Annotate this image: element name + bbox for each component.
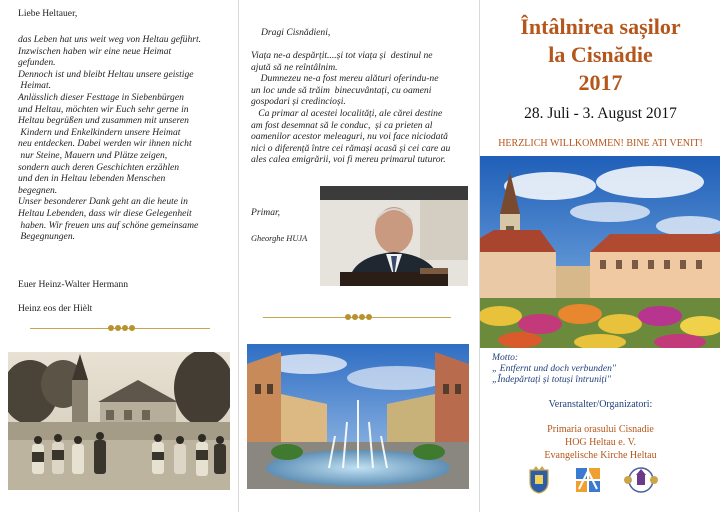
german-letter-line: Dennoch ist und bleibt Heltau unsere geistige bbox=[18, 68, 194, 80]
german-signature: Euer Heinz-Walter Hermann bbox=[18, 279, 129, 290]
historic-heltau-photo bbox=[8, 352, 230, 490]
event-dates: 28. Juli - 3. August 2017 bbox=[524, 105, 677, 122]
romanian-letter-line: ales calea emigrării, voi fi mereu primarul tuturor. bbox=[251, 154, 446, 166]
romanian-letter-line: Dumnezeu ne-a fost mereu alături oferindu-ne bbox=[251, 73, 439, 85]
german-letter-line: Unser besonderer Dank geht an die heute in bbox=[18, 196, 188, 208]
german-letter-line: Begegnungen. bbox=[18, 231, 76, 243]
mayor-portrait bbox=[320, 186, 468, 286]
mayor-portrait-illustration bbox=[320, 186, 468, 286]
romanian-letter-line: Viața ne-a despărțit....și tot viața și destinul ne bbox=[251, 50, 433, 61]
romanian-letter-line: Ca primar al acestei localități, ale cărei destine bbox=[251, 107, 443, 119]
german-letter-line: haben. Wir freuen uns auf schöne gemeinsame bbox=[18, 219, 199, 231]
german-letter-line: und den in Heltau lebenden Menschen bbox=[18, 173, 166, 185]
german-letter-line: Heltau begrüßen und zusammen mit unseren bbox=[18, 115, 189, 127]
mayor-role: Primar, bbox=[251, 207, 281, 218]
romanian-letter-line: ajută să ne reîntâlnim. bbox=[251, 61, 338, 73]
german-letter-line: Heltau Lebenden, dass wir diese Gelegenheit bbox=[18, 207, 192, 219]
german-letter-line: und Heltau, möchten wir Euch sehr gerne in bbox=[18, 103, 189, 115]
welcome-banner: HERZLICH WILLKOMMEN! BINE ATI VENIT! bbox=[498, 138, 703, 149]
cisnadie-church-photo bbox=[480, 156, 720, 348]
romanian-letter-line: am fost desemnat să le conduc, și ca prieten al bbox=[251, 119, 433, 131]
organizer-3: Evangelische Kirche Heltau bbox=[544, 450, 657, 461]
motto-label: Motto: bbox=[492, 352, 519, 363]
organizer-2: HOG Heltau e. V. bbox=[564, 437, 636, 448]
church-seal-icon bbox=[619, 466, 663, 494]
german-letter-line: Anlässlich dieser Festtage in Siebenbürgen bbox=[18, 91, 184, 103]
german-greeting: Liebe Heltauer, bbox=[18, 8, 78, 19]
organizer-1: Primaria orasului Cisnadie bbox=[547, 424, 654, 435]
german-letter-line: sondern auch deren Geschichten erzählen bbox=[18, 161, 180, 173]
romanian-letter-line: oamenilor acestor meleaguri, nu voi face niciodată bbox=[251, 131, 448, 143]
german-letter-line: gefunden. bbox=[18, 57, 56, 69]
german-letter-line: Inzwischen haben wir eine neue Heimat bbox=[18, 45, 172, 57]
german-letter-body bbox=[18, 34, 201, 243]
hog-heltau-logo-icon bbox=[575, 467, 601, 493]
church-photo-illustration bbox=[480, 156, 720, 348]
german-letter-line: nur Steine, Mauern und Plätze zeigen, bbox=[18, 149, 168, 161]
mayor-name: Gheorghe HUJA bbox=[251, 234, 308, 243]
fountain-photo-illustration bbox=[247, 344, 469, 489]
german-letter-line: neu entdecken. Dabei werden wir ihnen nicht bbox=[18, 138, 192, 150]
romanian-letter-panel bbox=[238, 0, 478, 512]
gold-ornament-divider bbox=[263, 314, 451, 320]
event-title-line1: Întâlnirea sașilor bbox=[520, 14, 681, 39]
gold-ornament-divider bbox=[30, 325, 210, 331]
german-letter-line: Kindern und Enkelkindern unsere Heimat bbox=[18, 126, 181, 138]
motto-german: „ Entfernt und doch verbunden" bbox=[492, 363, 616, 374]
romanian-letter-line: nici o diferență între cei rămași acasă și cei care au bbox=[251, 142, 451, 154]
cisnadie-coat-of-arms-icon bbox=[528, 466, 550, 494]
organizers-header: Veranstalter/Organizatori: bbox=[548, 399, 653, 410]
german-letter-line: das Leben hat uns weit weg von Heltau geführt. bbox=[18, 34, 202, 45]
cisnadie-fountain-photo bbox=[247, 344, 469, 489]
romanian-letter-line: gospodari și credincioși. bbox=[251, 96, 346, 108]
event-title-line2: la Cisnădie bbox=[548, 42, 653, 67]
motto-romanian: „Îndepărtați și totuși întruniți" bbox=[492, 374, 611, 385]
romanian-greeting: Dragi Cisnădieni, bbox=[261, 27, 331, 38]
dialect-signature: Heinz eos der Hièlt bbox=[18, 303, 93, 314]
historic-photo-illustration bbox=[8, 352, 230, 490]
romanian-letter-body bbox=[251, 50, 450, 166]
german-letter-line: Heimat. bbox=[18, 80, 52, 92]
romanian-letter-line: un loc unde să trăim binecuvântați, cu oameni bbox=[251, 84, 432, 96]
cover-panel bbox=[479, 0, 720, 512]
event-year: 2017 bbox=[578, 70, 623, 95]
german-letter-panel bbox=[0, 0, 238, 512]
german-letter-line: begegnen. bbox=[18, 184, 58, 196]
